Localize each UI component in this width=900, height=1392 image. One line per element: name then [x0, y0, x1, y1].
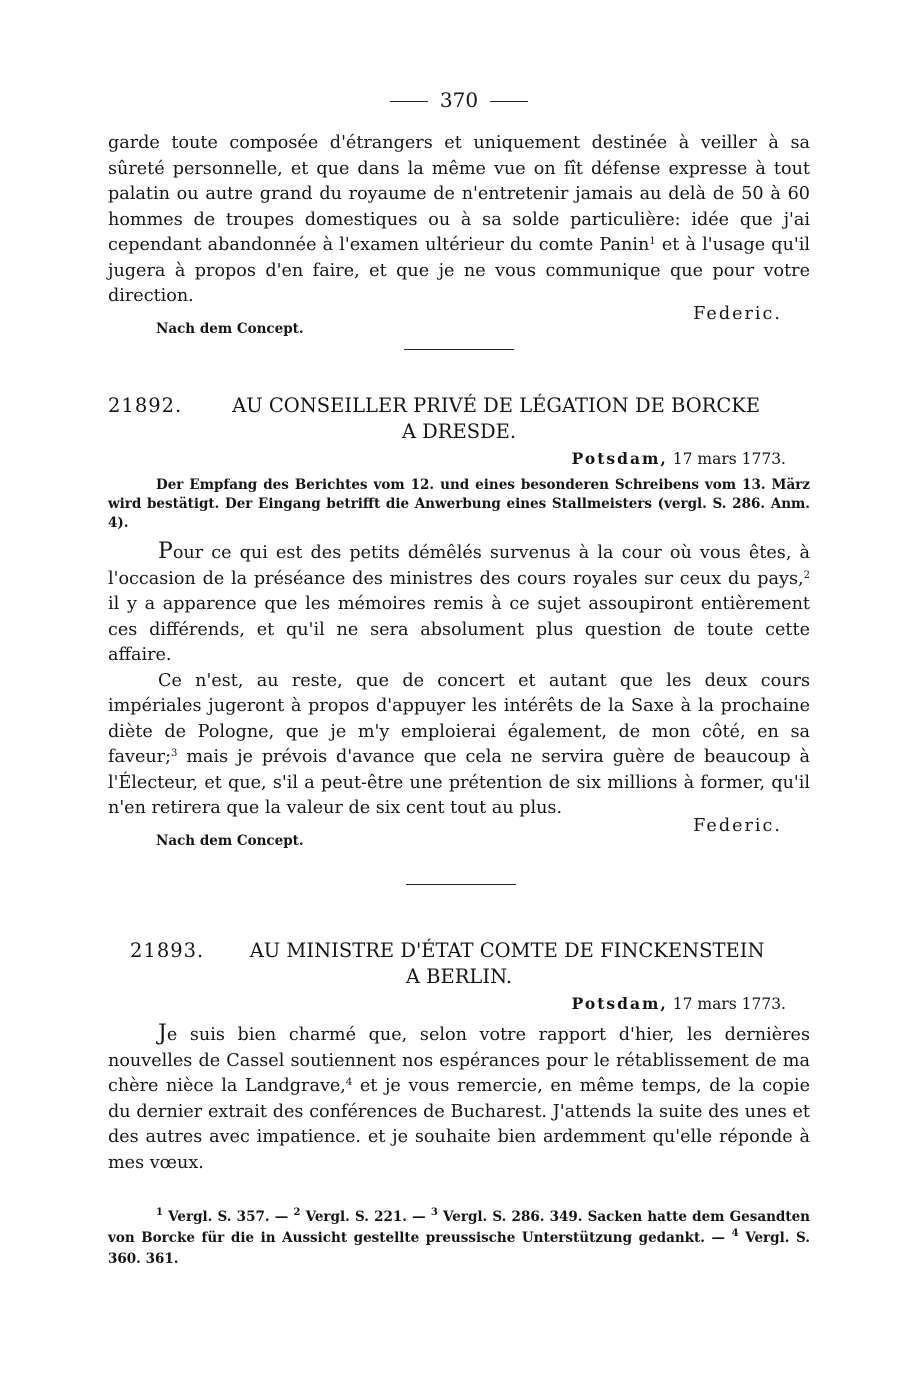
heading-line-1: AU MINISTRE D'ÉTAT COMTE DE FINCKENSTEIN	[249, 939, 765, 962]
heading-line-2: A DRESDE.	[401, 420, 517, 443]
footnote-ref: 2	[803, 569, 810, 581]
continued-letter	[108, 131, 810, 338]
source-note: Nach dem Concept.	[156, 320, 304, 337]
date: 17 mars 1773.	[672, 995, 786, 1013]
footnote-number: 4	[731, 1228, 739, 1239]
footnote-number: 3	[430, 1207, 438, 1218]
heading-line-1: AU CONSEILLER PRIVÉ DE LÉGATION DE BORCKE	[232, 394, 761, 417]
separator-rule	[406, 884, 516, 885]
signature: Federic.	[693, 815, 782, 836]
footnote-number: 2	[293, 1207, 301, 1218]
footnote-text: Vergl. S. 286. 349. Sacken hatte dem Gesandten von Borcke für die in Aussicht gestellte preussische Unterstützung gedankt. —	[108, 1209, 810, 1246]
footnote-text: Vergl. S. 360. 361.	[108, 1230, 811, 1267]
page-number-line	[108, 88, 810, 112]
footnote-text: Vergl. S. 357. —	[162, 1209, 294, 1225]
footnote-number: 1	[156, 1207, 163, 1218]
continued-paragraph: garde toute composée d'étrangers et uniquement destinée à veiller à sa sûreté personnelle, et que dans la même vue on fît défense expresse à tout palatin ou autre grand du royaume de n'entretenir jamais au delà de 50 à 60 hommes de troupes domestiques ou à sa solde particulière: idée que j'ai cependant abandonnée à l'examen ultérieur du comte Panin$^1$ et à l'usage qu'il jugera à propos d'en faire, et que je ne vous communique que pour votre direction.	[108, 133, 810, 306]
letter-body: Je suis bien charmé que, selon votre rapport d'hier, les dernières nouvelles de Cassel soutiennent nos espérances pour le rétablissement de ma chère nièce la Landgrave,$^4$ et je vous remercie, en même temps, de la copie du dernier extrait des conférences de Bucharest. J'attends la suite des unes et des autres avec impatience. et je souhaite bien ardemment qu'elle réponde à mes vœux.	[108, 1021, 810, 1173]
heading-line-2: A BERLIN.	[405, 965, 513, 988]
letter-number: 21893.	[130, 939, 205, 962]
letter-body: Pour ce qui est des petits démêlés survenus à la cour où vous êtes, à l'occasion de la préséance des ministres des cours royales sur ceux du pays,$^2$ il y a apparence que les mémoires remis à ce sujet assoupiront entièrement ces différends, et qu'il ne sera absolument plus question de toute cette affaire. Ce n'est, au reste, que de concert et autant que les deux cours impériales jugeront à propos d'appuyer les intérêts de la Saxe à la prochaine diète de Pologne, que je m'y emploierai également, de mon côté, en sa faveur;$^3$ mais je prévois d'avance que cela ne servira guère de beaucoup à l'Électeur, et que, s'il a peut-être une prétention de six millions à former, qu'il n'en retirera que la valeur de six cent tout au plus.	[108, 539, 810, 818]
dash-right	[490, 101, 528, 102]
signature: Federic.	[693, 303, 782, 324]
footnote-ref: 3	[171, 748, 178, 759]
letter-summary: Der Empfang des Berichtes vom 12. und eines besonderen Schreibens vom 13. März wird bestätigt. Der Eingang betrifft die Anwerbung eines Stallmeisters (vergl. S. 286. Anm. 4).	[108, 477, 810, 531]
letter-number: 21892.	[108, 394, 183, 417]
letter-heading	[108, 938, 810, 990]
footnote-ref: 1	[649, 236, 656, 247]
letter-heading	[108, 393, 810, 445]
footnote-ref: 4	[345, 1077, 353, 1088]
footnote-text: Vergl. S. 221. —	[300, 1209, 431, 1225]
date: 17 mars 1773.	[672, 450, 786, 468]
place: Potsdam,	[571, 449, 668, 468]
page-number: 370	[439, 88, 479, 112]
source-note: Nach dem Concept.	[156, 832, 304, 849]
dash-left	[390, 101, 428, 102]
letter-21893	[108, 938, 810, 1176]
footnotes	[108, 1207, 810, 1270]
letter-21892	[108, 393, 810, 850]
place-date	[108, 449, 810, 468]
place: Potsdam,	[571, 994, 668, 1013]
separator-rule	[404, 349, 514, 350]
place-date	[108, 994, 810, 1013]
